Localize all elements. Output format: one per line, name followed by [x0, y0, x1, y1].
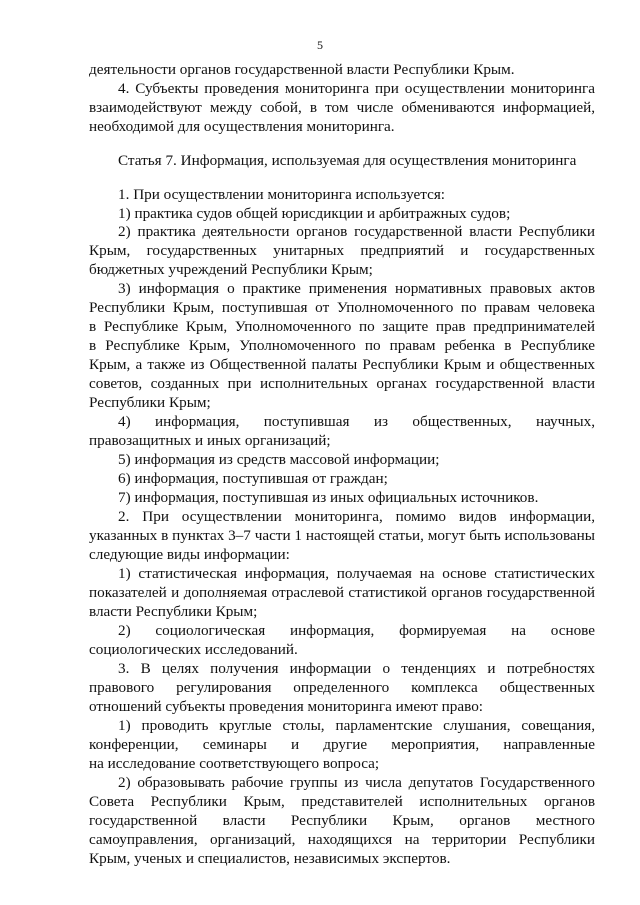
- article-heading: Статья 7. Информация, используемая для осуществления мониторинга: [118, 152, 577, 169]
- text-line: 1) статистическая информация, получаемая на основе статистических: [118, 565, 595, 582]
- text-line: указанных в пунктах 3–7 части 1 настоящей статьи, могут быть использованы: [89, 527, 595, 544]
- text-line: государственной власти Республики Крым, органов местного: [89, 812, 595, 829]
- text-line: деятельности органов государственной власти Республики Крым.: [89, 61, 515, 78]
- text-line: 3. В целях получения информации о тенденциях и потребностях: [118, 660, 595, 677]
- text-line: в Республике Крым, Уполномоченного по защите прав предпринимателей: [89, 318, 595, 335]
- page-number: 5: [317, 38, 323, 52]
- text-line: 2) социологическая информация, формируемая на основе: [118, 622, 595, 639]
- text-line: Крым, государственных унитарных предприятий и государственных: [89, 242, 595, 259]
- text-line: 2) практика деятельности органов государственной власти Республики: [118, 223, 595, 240]
- text-line: отношений субъекты проведения мониторинга имеют право:: [89, 698, 484, 715]
- text-line: на исследование соответствующего вопроса;: [89, 755, 380, 772]
- text-line: 5) информация из средств массовой информации;: [118, 451, 440, 468]
- text-line: правового регулирования определенного комплекса общественных: [89, 679, 595, 696]
- text-line: 6) информация, поступившая от граждан;: [118, 470, 388, 487]
- text-line: 1) проводить круглые столы, парламентские слушания, совещания,: [118, 717, 595, 734]
- text-line: бюджетных учреждений Республики Крым;: [89, 261, 373, 278]
- text-line: 1) практика судов общей юрисдикции и арбитражных судов;: [118, 205, 511, 222]
- text-line: 2) образовывать рабочие группы из числа депутатов Государственного: [118, 774, 595, 791]
- text-line: социологических исследований.: [89, 641, 298, 658]
- text-line: 7) информация, поступившая из иных официальных источников.: [118, 489, 539, 506]
- text-line: Крым, ученых и специалистов, независимых экспертов.: [89, 850, 451, 867]
- text-line: Крым, а также из Общественной палаты Республики Крым и общественных: [89, 356, 595, 373]
- text-line: 3) информация о практике применения нормативных правовых актов: [118, 280, 595, 297]
- text-line: показателей и дополняемая отраслевой статистикой органов государственной: [89, 584, 595, 601]
- text-line: власти Республики Крым;: [89, 603, 258, 620]
- text-line: правозащитных и иных организаций;: [89, 432, 331, 449]
- text-line: Республики Крым, поступившая от Уполномоченного по правам человека: [89, 299, 595, 316]
- text-line: конференции, семинары и другие мероприятия, направленные: [89, 736, 595, 753]
- text-line: необходимой для осуществления мониторинга.: [89, 118, 395, 135]
- text-line: 4) информация, поступившая из общественных, научных,: [118, 413, 595, 430]
- text-line: советов, созданных при исполнительных органах государственной власти: [89, 375, 595, 392]
- text-line: Совета Республики Крым, представителей исполнительных органов: [89, 793, 595, 810]
- text-line: следующие виды информации:: [89, 546, 290, 563]
- text-line: самоуправления, организаций, находящихся на территории Республики: [89, 831, 595, 848]
- text-line: 2. При осуществлении мониторинга, помимо видов информации,: [118, 508, 595, 525]
- text-line: в Республике Крым, Уполномоченного по правам ребенка в Республике: [89, 337, 595, 354]
- text-line: Республики Крым;: [89, 394, 211, 411]
- text-line: 1. При осуществлении мониторинга используется:: [118, 186, 446, 203]
- text-line: взаимодействуют между собой, в том числе обмениваются информацией,: [89, 99, 595, 116]
- text-line: 4. Субъекты проведения мониторинга при осуществлении мониторинга: [118, 80, 595, 97]
